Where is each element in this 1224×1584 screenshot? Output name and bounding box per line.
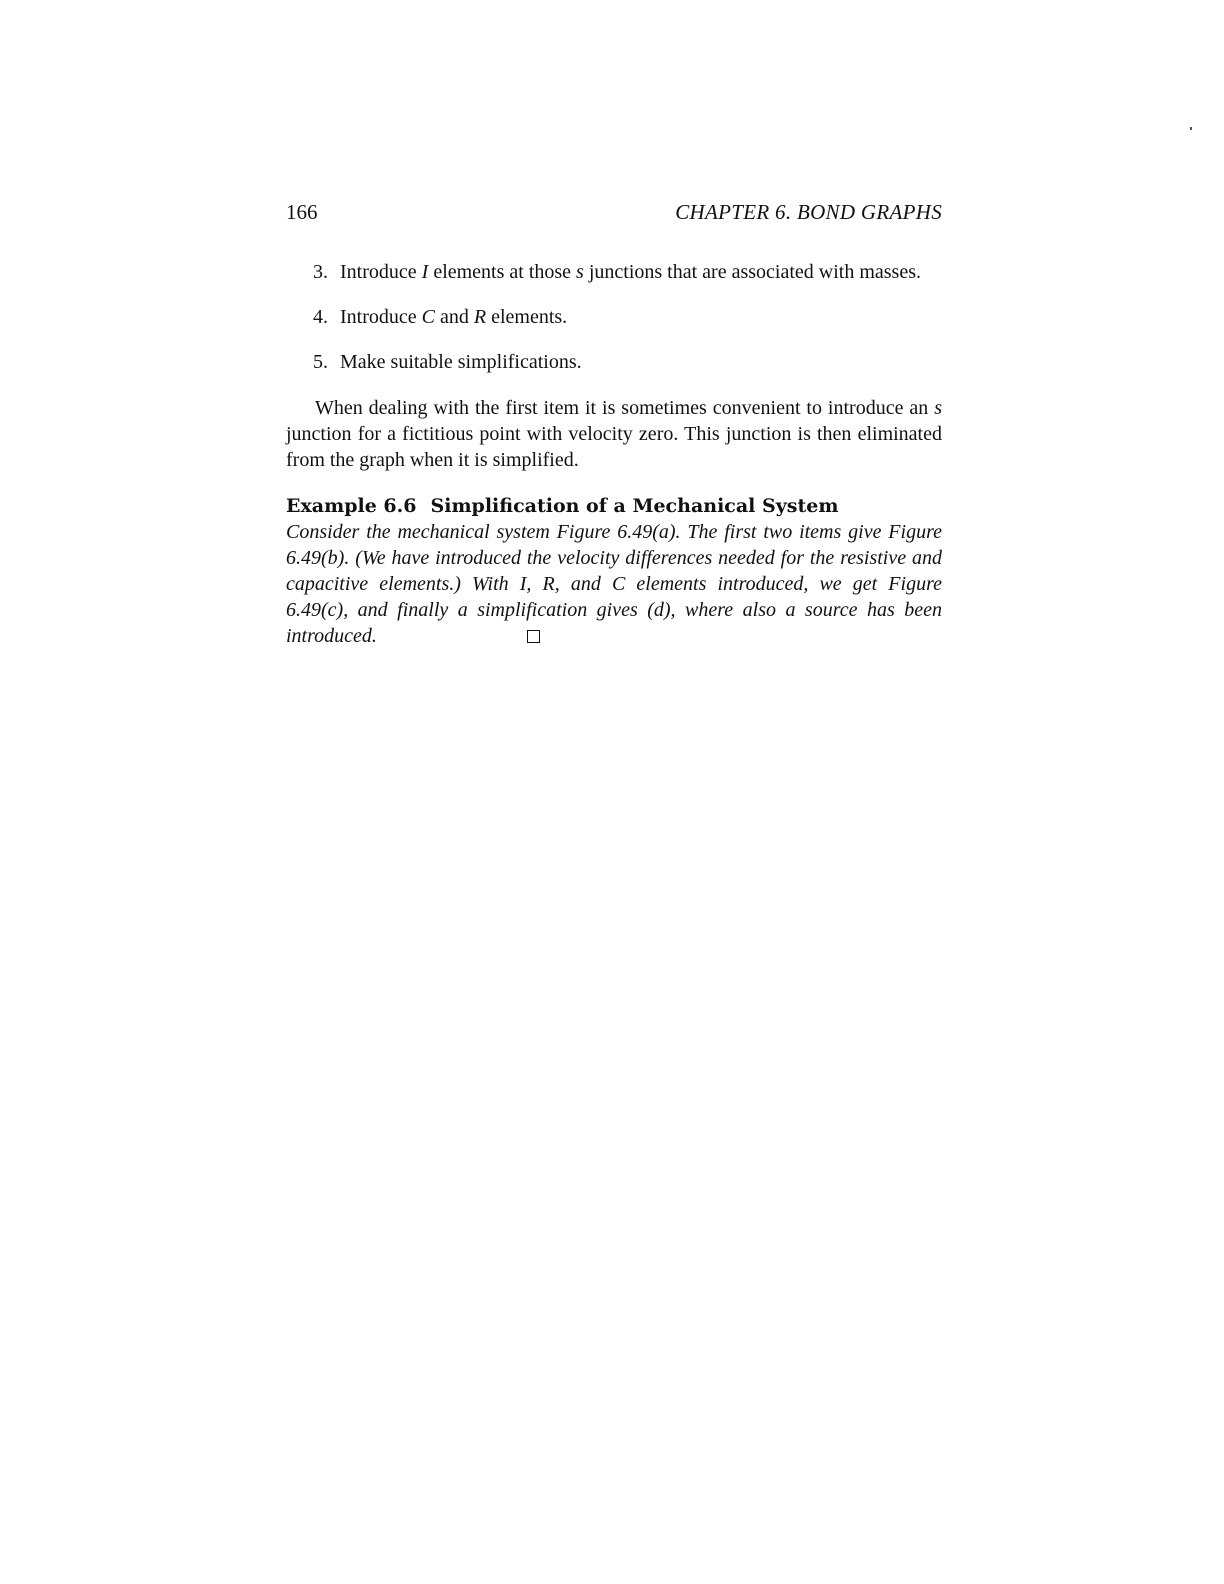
list-item-number: 3. <box>313 261 328 283</box>
running-head: CHAPTER 6. BOND GRAPHS <box>675 200 942 224</box>
page-header <box>286 200 942 230</box>
list-item <box>286 350 942 375</box>
scan-speck <box>1190 127 1192 130</box>
list-item-number: 4. <box>313 306 328 328</box>
math-variable: s <box>934 397 942 419</box>
math-variable: C <box>421 306 435 328</box>
list-item-text: Make suitable simplifications. <box>340 351 582 373</box>
list-item-text: and <box>434 306 474 328</box>
example-text: Consider the mechanical system Figure 6.49(a). The first two items give Figure 6.49(b). (We have introduced the velocity differences needed for the resistive and capacitive elements.) With I, R, and C elements introduced, we get Figure 6.49(c), and finally a simplification gives (d), where also a source has been introduced. <box>286 521 942 647</box>
list-item <box>286 260 942 285</box>
list-item-text: junctions that are associated with masses. <box>583 261 921 283</box>
example-body <box>286 519 942 649</box>
paragraph-text: junction for a fictitious point with velocity zero. This junction is then eliminated from the graph when it is simplified. <box>286 423 942 471</box>
end-of-proof-icon <box>527 630 540 643</box>
example-heading <box>286 493 942 519</box>
list-item-text: elements. <box>486 306 568 328</box>
list-item-text: Introduce <box>340 261 422 283</box>
example-number: Example 6.6 <box>286 495 417 517</box>
page-content <box>286 200 942 649</box>
example-title: Simplification of a Mechanical System <box>430 495 839 517</box>
body-paragraph <box>286 395 942 473</box>
list-item-text: elements at those <box>428 261 577 283</box>
list-item <box>286 305 942 330</box>
math-variable: s <box>576 261 584 283</box>
page-number: 166 <box>286 200 318 224</box>
steps-list <box>286 260 942 375</box>
list-item-text: Introduce <box>340 306 422 328</box>
list-item-number: 5. <box>313 351 328 373</box>
math-variable: R <box>473 306 487 328</box>
paragraph-text: When dealing with the first item it is sometimes convenient to introduce an <box>315 397 935 419</box>
math-variable: I <box>421 261 429 283</box>
